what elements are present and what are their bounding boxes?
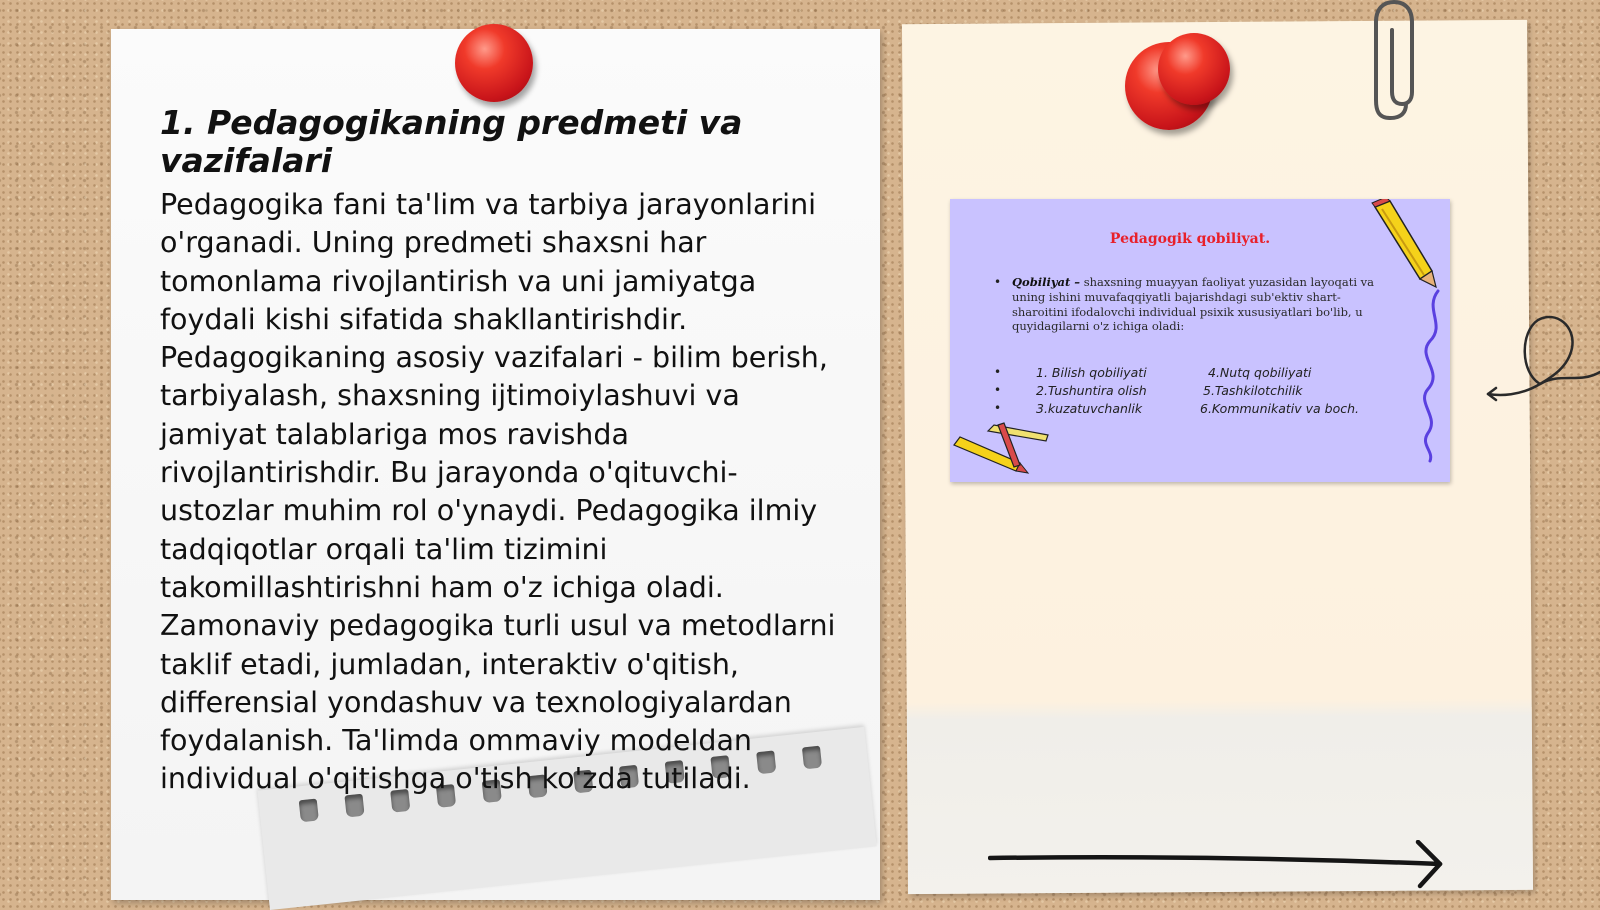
slide-bullet: •	[994, 401, 1002, 415]
arrow-icon	[988, 840, 1448, 890]
note-heading: 1. Pedagogikaning predmeti va vazifalari	[160, 103, 743, 180]
strip-hole	[299, 799, 319, 823]
slide-title: Pedagogik qobiliyat.	[1109, 231, 1271, 247]
slide-list-item: 4.Nutq qobiliyati	[1208, 365, 1312, 380]
paperclip-icon	[1372, 0, 1422, 125]
pencil-icon	[954, 423, 1048, 473]
scribble-icon	[1480, 312, 1600, 412]
push-pin-icon	[1158, 33, 1230, 105]
slide-definition-text: shaxsning muayyan faoliyat yuzasidan layoqati va uning ishini muvafaqqiyatli bajarishdagi sub'ektiv shart-sharoitini ifodalovchi individual psixik xususiyatlari bo'lib, u quyidagilarni o'z ichiga oladi:	[1012, 275, 1375, 334]
slide-list-item: 1. Bilish qobiliyati	[1036, 365, 1147, 380]
push-pin-icon	[455, 24, 533, 102]
slide-list-item: 2.Tushuntira olish	[1036, 383, 1147, 398]
slide-bullet: •	[994, 383, 1002, 397]
slide-list-item: 6.Kommunikativ va boch.	[1200, 401, 1360, 416]
slide-bullet: •	[994, 365, 1002, 379]
slide-list-item: 5.Tashkilotchilik	[1203, 383, 1303, 398]
slide-image	[950, 199, 1450, 482]
slide-bullet: •	[994, 275, 1002, 289]
slide-definition	[1012, 275, 1392, 334]
slide-definition-term: Qobiliyat –	[1012, 275, 1081, 289]
slide-list-item: 3.kuzatuvchanlik	[1036, 401, 1143, 416]
note-body-text: Pedagogika fani ta'lim va tarbiya jarayonlarini o'rganadi. Uning predmeti shaxsni har tomonlama rivojlantirish va uni jamiyatga foydali kishi sifatida shakllantirishdir. Pedagogikaning asosiy vazifalari - bilim berish, tarbiyalash, shaxsning ijtimoiylashuvi va jamiyat talablariga mos ravishda rivojlantirishdir. Bu jarayonda o'qituvchi-ustozlar muhim rol o'ynaydi. Pedagogika ilmiy tadqiqotlar orqali ta'lim tizimini takomillashtirishni ham o'z ichiga oladi. Zamonaviy pedagogika turli usul va metodlarni taklif etadi, jumladan, interaktiv o'qitish, differensial yondashuv va texnologiyalardan foydalanish. Ta'limda ommaviy modeldan individual o'qitishga o'tish ko'zda tutiladi.	[160, 188, 836, 796]
